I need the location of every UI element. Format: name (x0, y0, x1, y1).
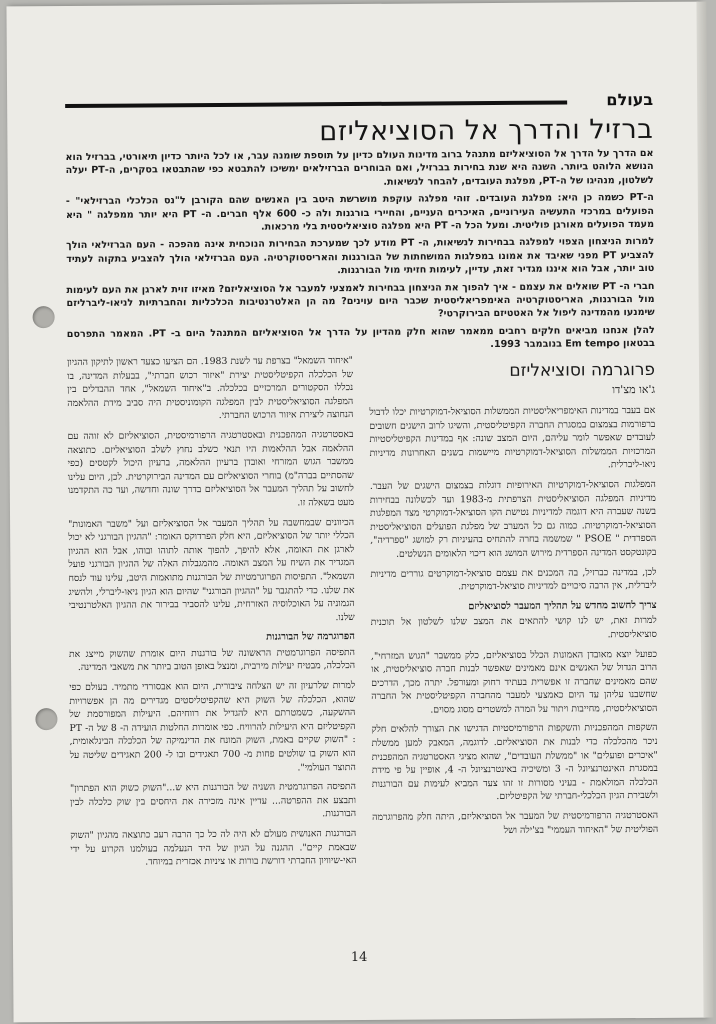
body-paragraph: כפועל יוצא מאובדן האמונות הכלל בסוציאליזם, כלק ממשבר "הגוש המזרחי", הרוב הגדול של האנשים אינם מאמינים שאפשר לבנות חברה סוציאליסטית, או שהם מאמינים שחברה זו אפשרית בעתיד רחוק ומעורפל. יתרה מכך, הדרכים שחשבנו עליהן עד היום כאמצעי למעבר מהחברה הקפיטליסטית אל החברה הסוציאליסטית, מחייבות ויתור על המרה למשטרים מסוג מסוים. (370, 648, 658, 716)
body-paragraph: לכן, במדינה כברזיל, בה המכנים את עצמם סוציאל-דמוקרטים גוררים מדיניות ליברלית, אין הרבה סיכויים למדיניות סוציאל-דמוקרטית. (370, 566, 657, 593)
section-label: בעולם (606, 89, 654, 110)
binder-hole (35, 708, 57, 730)
body-paragraph: באסטרטגיה המהפכנית ובאסטרטגיה הרפורמיסטית, הסוציאליזם לא זוהה עם ההלאמה אבל ההלאמות היו תנאי כשלב נחוץ לשלב הסוציאליזם. כתוצאה ממשבר הגוש המזרחי ואובדן ברעיון ההלאמה, ברעיון היכול לקטסים (כפי שהסתיים בברה"מ) בוחרי הסוציאליזם עם המדינה הבירוקרטית. לכן, היום עלינו לחשוב על תהליך המעבר אל הסוציאליזם בדרך שונה וחדשה, ועד כה התקדמנו מעט בשאלה זו. (67, 428, 354, 509)
subheading: צריך לחשוב מחדש על תהליך המעבר לסוציאליזם (468, 599, 657, 612)
intro-paragraph: להלן אנחנו מביאים חלקים רחבים ממאמר שהוא חלק מהדיון על הדרך אל הסוציאליזם המתנהל היום ב- PT. המאמר התפרסם בבטאון Em tempo בנובמבר 1993. (66, 324, 655, 351)
body-paragraph: השקפות המהפכניות והשקפות הרפורמיסטיות הדגישו את הצורך להלאים חלק ניכר מהכלכלה כדי לבנות את הסוציאליזם. לדוגמה, המאבק למען ממשלת "איכרים ופועלים" או "ממשלת העובדים", שהוא מציגי האסטרטגיה המהפכנית במסגרת האינטרנציונל ה- 3 ומשיכיה באינטרנציונל ה- 4, אופיין על פי מידת הכלכלה המולאמת - בעיני מסורות זו זהו צעד המביא לעימות עם הבורגנות ולשבירת הגיון הכלכלי-חברתי של הקפיטליזם. (371, 722, 659, 803)
body-paragraph: התפיסה הפרוגרמטית הראשונה של בורגנות היום אומרת שהשוק מייצג את הכלכלה, מבטיח יעילות מירבית, ומנצל באופן הטוב ביותר את משאבי המדינה. (68, 646, 356, 674)
article-column-left (67, 354, 357, 953)
body-paragraph: אם בעבר במדינות האימפריאליסטיות הממשלות הסוציאל-דמוקרטיות יכלו לדבול ברפורמות בצמצום במסגרת החברה הקפיטליסטית, והשיגו לרוב הישגים חשובים לעובדים שאפשר לומר עליהם, היום המצב שונה: אף במדינות הקפיטליסטיות המרכזיות הממשלות הסוציאל-דמוקרטיות מיישמות בשנים האחרונות מדיניות ניאו-ליברלית. (369, 404, 656, 471)
page-number: 14 (350, 949, 368, 966)
intro-paragraph: אם הדרך על הדרך אל הסוציאליזם מתנהל ברוב מדינות העולם כדיון על תוספת שומנה עבר, או לכל היותר כדיון תיאורטי, בברזיל הוא הנושא הלוהט ביותר. השנה היא שנת בחירות בברזיל, ואם הבוחרים הברזילאים ימשיכו להתבטא כפי שהתבטאו בסקרים, ה-PT יעלה לשלטון, מנהיגו של ה-PT, מפלגת העובדים, להבחר לנשיאות. (65, 147, 654, 188)
binder-hole (33, 306, 55, 328)
section-header (65, 89, 654, 114)
page-title: ברזיל והדרך אל הסוציאליזם (319, 113, 654, 148)
body-paragraph: המפלגות הסוציאל-דמוקרטיות האירופיות דוגלות בצמצום הישגים של העבר. מדיניות המפלגה הסוציאליסטית הצרפתית מ-1983 ועד לכשלונה בבחירות בשנה שעברה היא דוגמה למדיניות נטישת הקו הסוציאל-דמוקרטי מצד המפלגות הסוציאל-דמוקרטיות. כמוה גם כל המערב של מפלגת הפועלים הסוציאליסטית הספרדית " PSOE " שמשמה בחרה להתחיס בהעיניות רק למושג "ספרדיה", בקונטקסט המדינה הספרדית מירוש המושג הוא דיכוי הלאומים הנשלטים. (369, 478, 657, 560)
intro-paragraph: ה-PT כשמה כן היא: מפלגת העובדים. זוהי מפלגה עוקפת מושרשת היטב בין האנשים שהם הקורבן ל"נס הכלכלי הברזילאי" - הפועלים במרכזי התעשיה העירוניים, האיכרים העניים, והחיירי בורגנות ולה כ- 600 אלף חברים. ה- PT היא יותר ממפלגה " היא מעמד הפועלים מאורגן פוליטית. ומעל הכל ה- PT היא מפלגה סוציאליסטית בלי מרכאות. (65, 192, 655, 233)
body-paragraph: למרות שלרעיון זה יש הצלחה ציבורית, היום הוא אבסורדי מתמיד. בעולם כפי שהוא, הכלכלה של השוק היא שהקפיטליסטים מגדירים מה הן אפשרויות ההשקעה, כשמטרתם היא להגדיל את רווחיהם. היעילות המפורסמת של הקפיטליזם היא היעילות להרוויח. כפי אומרות החלטות הועידה ה- 8 של ה- PT : "השוק שקיים באמת, השוק המונח את הדינמיקה של הכלכלה הבינלאומית, הוא השוק בו שולטים פחות מ- 700 תאגידים ובו ל- 200 תאגידים שליטה על התוצר העולמי". (69, 680, 356, 774)
body-paragraph: הכיוונים שבמחשבה על תהליך המעבר אל הסוציאליזם ועל "משבר האמונות" הכללי יותר של הסוציאליזם, היא חלק הפרדוקס האומר: "ההגיון הבורגני לא יכול לארגן את האומה, אלא להיפך, להפוך אותה לתוהו ובוהו, אבל הוא ההגיון המגדיר את השיח על המצב האומה. מהמגבלות האלה של ההגיון הבורגני פועל השמאל". התפיסות הפרוגרמטיות של הבורגנות מתואמות היטב, עלינו עוד לנסח את שלנו. כדי להתגבר על "ההגיון הבורגני" שהיום הוא הגיון ניאו-ליברלי, ולהשיג הגמוניה על האוכלוסיה האזרחית, עלינו להסביר בבירור את ההגיון האלטרנטיבי שלנו. (68, 516, 355, 623)
body-paragraph: התפיסה הפרוגרמטית השניה של הבורגנות היא ש..."השוק כשוק הוא הפתרון" ותבצע את ההפרטה... עדיין אינה מזכירה את היחסים בין שוק כלכלה לבין הבורגנות. (69, 781, 357, 820)
article-title: פרוגרמה וסוציאליזם (509, 359, 656, 381)
article-column-right (369, 404, 659, 951)
article-author: ג'או מצ'דו (612, 382, 656, 397)
body-paragraph: "איחוד השמאל" בצרפת עד לשנת 1983. הם הציעו כצעד ראשון לתיקון ההגיון של הכלכלה הקפיטליסטית יצירת "איזור רכוש חברתי", בבעלות המדינה, בו נכללו הסקטורים המרכזיים בכלכלה. ב"איחוד השמאל", אחד ההבדלים בין המפלגה הסוציאליסטית לבין המפלגה הקומוניסטית היה סביב מידת ההלאמה הנחוצה ליצירת איזור הרכוש החברתי. (66, 355, 354, 422)
newspaper-page (6, 2, 705, 1023)
body-paragraph: הבורגנות האנושית מעולם לא היה לה כל כך הרבה רעב כתוצאה מהגיון "השוק שבאמת קיים". ההגנה על הגיון של היד הנעלמה בעולמנו הקרוע על ידי האי-שיוויון החברתי דורשת בורות או ציניות אכזרית במיוחד. (70, 828, 357, 868)
intro-block (65, 147, 654, 359)
subheading: הפרוגרמה של הבורגנות (266, 631, 355, 643)
intro-paragraph: חברי ה- PT שואלים את עצמם - איך להפוך את הניצחון בבחירות לאמצעי למעבר אל הסוציאליזם? מאיזו זוית לארגן את העם לעימות מול הבורגנות, האריסטוקרטיה האימפריאליסטית שכבר היום עוינים? מה הן האלטרנטיבות הכלכליות והחברתיות לניאו-ליברליזם שימנעו מהמדינה ליפול אל האטטיזם הבירוקרטי? (66, 280, 655, 320)
body-paragraph: למרות זאת, יש לנו קושי להתאים את המצב שלנו לשלטון אל תוכנית סוציאליסטית. (370, 615, 657, 641)
intro-paragraph: למרות הניצחון הצפוי למפלגה בבחירות לנשיאות, ה- PT מודע לכך שמערכת הבחירות הנוכחית אינה מהפכה - העם הברזילאי הולך להצביע PT מפני שאיבד את אמונו במפלגות המושחתות של הבורגנות והאריסטוקרטיה. העם הברזילאי הולך להצביע בתקוה לעתיד טוב יותר, אבל הוא איננו מגדיר זאת, עדיין, לעימות חזיתי מול הבורגנות. (66, 236, 655, 277)
body-paragraph: האסטרטגיה הרפורמיסטית של המעבר אל הסוציאליזם, היתה חלק מהפרוגרמה הפוליטית של "האיחוד העממי" בצ'ילה ושל (372, 809, 659, 836)
header-rule (65, 101, 567, 109)
